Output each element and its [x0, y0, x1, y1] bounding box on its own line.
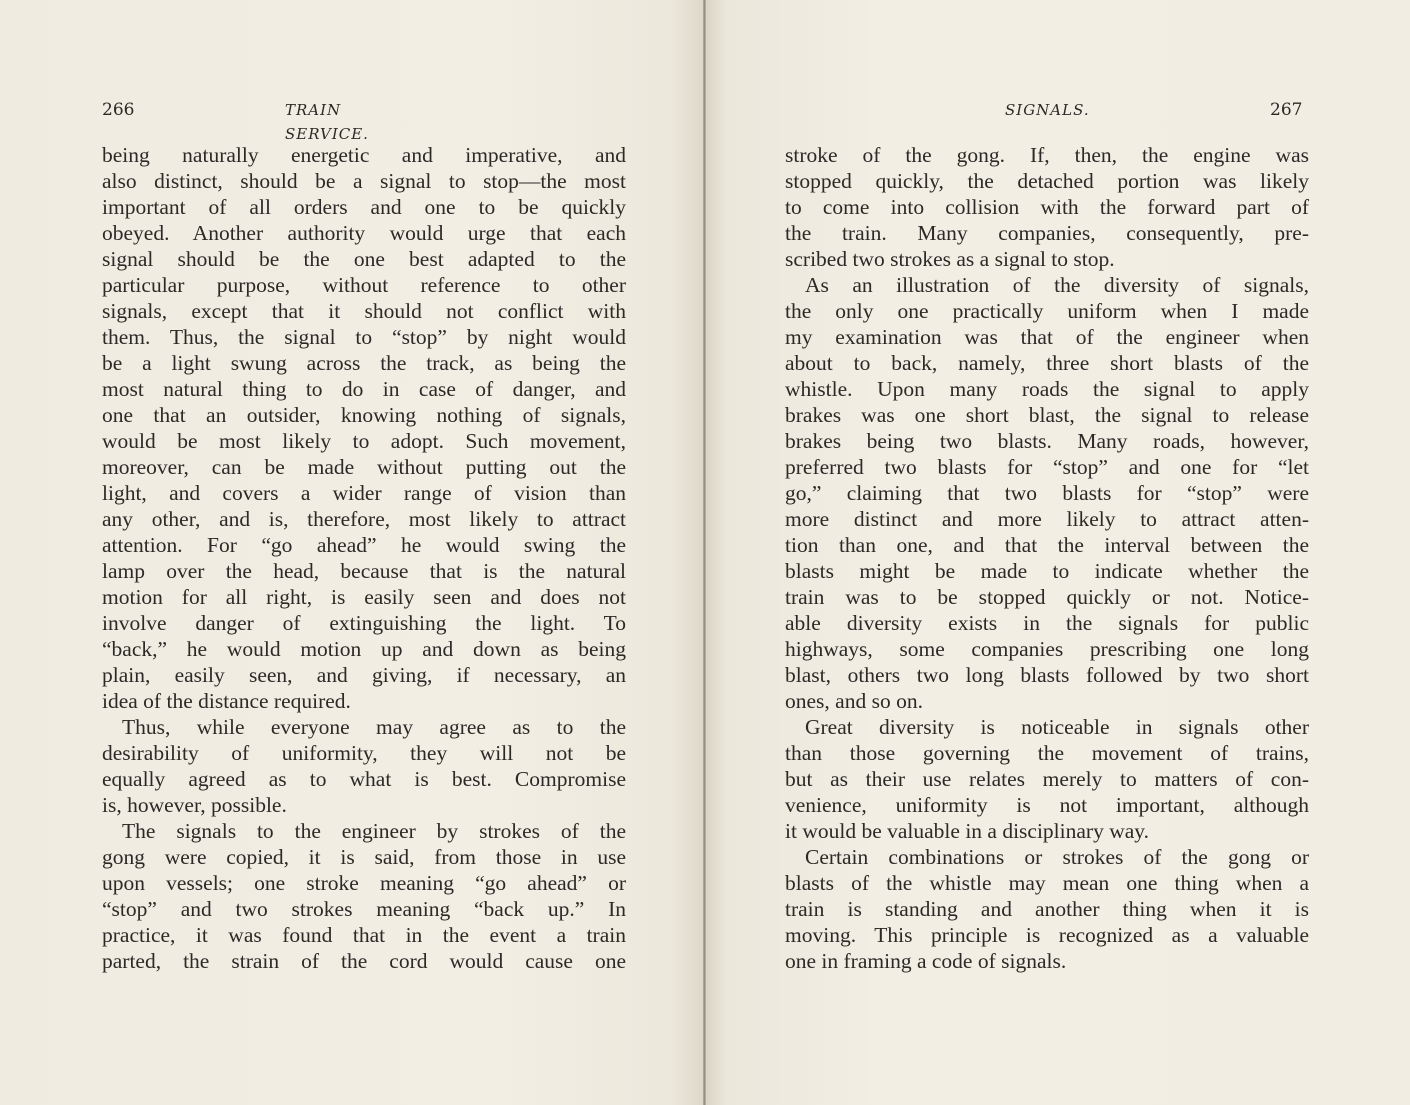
text-line: than those governing the movement of trains,	[785, 741, 1309, 765]
text-line: desirability of uniformity, they will not be	[102, 741, 626, 765]
text-line: is, however, possible.	[102, 793, 287, 817]
text-line: most natural thing to do in case of danger, and	[102, 377, 626, 401]
text-line: the only one practically uniform when I made	[785, 299, 1309, 323]
text-line: scribed two strokes as a signal to stop.	[785, 247, 1115, 271]
text-line: blasts of the whistle may mean one thing when a	[785, 871, 1309, 895]
text-line: particular purpose, without reference to other	[102, 273, 626, 297]
text-line: equally agreed as to what is best. Compromise	[102, 767, 626, 791]
text-line: The signals to the engineer by strokes of the	[122, 819, 626, 843]
text-line: blast, others two long blasts followed by two short	[785, 663, 1309, 687]
text-line: tion than one, and that the interval between the	[785, 533, 1309, 557]
text-line: signal should be the one best adapted to the	[102, 247, 626, 271]
text-line: brakes being two blasts. Many roads, however,	[785, 429, 1309, 453]
text-line: ones, and so on.	[785, 689, 923, 713]
text-line: able diversity exists in the signals for public	[785, 611, 1309, 635]
text-line: stopped quickly, the detached portion was likely	[785, 169, 1309, 193]
text-line: upon vessels; one stroke meaning “go ahead” or	[102, 871, 626, 895]
text-line: “back,” he would motion up and down as being	[102, 637, 626, 661]
text-line: obeyed. Another authority would urge that each	[102, 221, 626, 245]
text-line: light, and covers a wider range of vision than	[102, 481, 626, 505]
text-line: highways, some companies prescribing one long	[785, 637, 1309, 661]
text-line: them. Thus, the signal to “stop” by night would	[102, 325, 626, 349]
book-gutter	[703, 0, 706, 1105]
text-line: moreover, can be made without putting out the	[102, 455, 626, 479]
text-line: whistle. Upon many roads the signal to apply	[785, 377, 1309, 401]
text-line: blasts might be made to indicate whether the	[785, 559, 1309, 583]
text-line: train is standing and another thing when it is	[785, 897, 1309, 921]
text-line: Great diversity is noticeable in signals other	[805, 715, 1309, 739]
page-number: 267	[1270, 100, 1303, 120]
text-line: more distinct and more likely to attract atten-	[785, 507, 1309, 531]
text-line: one in framing a code of signals.	[785, 949, 1067, 973]
text-line: also distinct, should be a signal to stop—the most	[102, 169, 626, 193]
page-number: 266	[102, 100, 135, 120]
text-line: would be most likely to adopt. Such movement,	[102, 429, 626, 453]
text-line: “stop” and two strokes meaning “back up.” In	[102, 897, 626, 921]
running-title: TRAIN SERVICE.	[285, 101, 369, 143]
text-line: preferred two blasts for “stop” and one for “let	[785, 455, 1309, 479]
right-page	[705, 0, 1410, 1105]
text-line: being naturally energetic and imperative, and	[102, 143, 626, 167]
text-line: about to back, namely, three short blasts of the	[785, 351, 1309, 375]
text-line: but as their use relates merely to matters of con-	[785, 767, 1309, 791]
text-line: involve danger of extinguishing the light. To	[102, 611, 626, 635]
text-line: parted, the strain of the cord would cause one	[102, 949, 626, 973]
text-line: gong were copied, it is said, from those in use	[102, 845, 626, 869]
text-line: As an illustration of the diversity of signals,	[805, 273, 1309, 297]
text-line: it would be valuable in a disciplinary way.	[785, 819, 1150, 843]
running-title: SIGNALS.	[1005, 101, 1090, 119]
text-line: Thus, while everyone may agree as to the	[122, 715, 626, 739]
text-line: brakes was one short blast, the signal to release	[785, 403, 1309, 427]
text-line: train was to be stopped quickly or not. Notice-	[785, 585, 1309, 609]
text-line: venience, uniformity is not important, although	[785, 793, 1309, 817]
text-line: idea of the distance required.	[102, 689, 351, 713]
text-line: be a light swung across the track, as being the	[102, 351, 626, 375]
text-line: one that an outsider, knowing nothing of signals,	[102, 403, 626, 427]
text-line: to come into collision with the forward part of	[785, 195, 1309, 219]
text-line: any other, and is, therefore, most likely to attract	[102, 507, 626, 531]
text-line: motion for all right, is easily seen and does not	[102, 585, 626, 609]
text-line: practice, it was found that in the event a train	[102, 923, 626, 947]
text-line: moving. This principle is recognized as a valuable	[785, 923, 1309, 947]
text-line: lamp over the head, because that is the natural	[102, 559, 626, 583]
text-line: plain, easily seen, and giving, if necessary, an	[102, 663, 626, 687]
text-line: my examination was that of the engineer when	[785, 325, 1309, 349]
body-text	[785, 142, 1309, 974]
body-text	[102, 142, 626, 974]
text-line: attention. For “go ahead” he would swing the	[102, 533, 626, 557]
text-line: Certain combinations or strokes of the gong or	[805, 845, 1309, 869]
text-line: important of all orders and one to be quickly	[102, 195, 626, 219]
text-line: signals, except that it should not conflict with	[102, 299, 626, 323]
text-line: stroke of the gong. If, then, the engine was	[785, 143, 1309, 167]
text-line: go,” claiming that two blasts for “stop” were	[785, 481, 1309, 505]
text-line: the train. Many companies, consequently, pre-	[785, 221, 1309, 245]
